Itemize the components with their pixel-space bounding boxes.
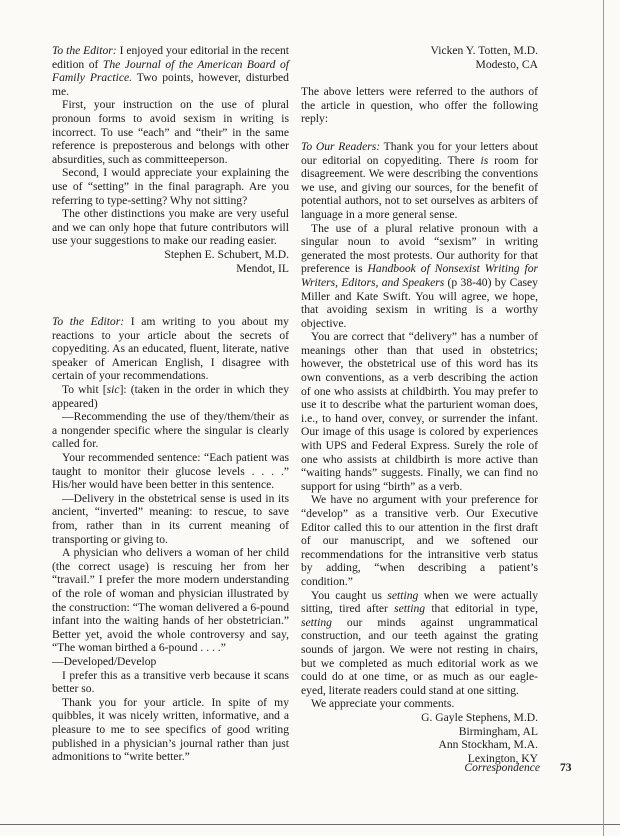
letter1-paragraph-1 <box>52 44 289 98</box>
reply-paragraph-3: You are correct that “delivery” has a number of meanings other than that used in obstetrics; however, the obstetrical use of this word has its own conventions, as a verb describing the action of one who assists at childbirth. You may prefer to use it to describe what the parturient woman does, i.e., to hand over, convey, or surrender the infant. Our image of this usage is colored by experiences with UPS and Federal Express. Surely the role of one who assists at childbirth is more active than “waiting hands” suggests. Finally, we can find no support for using “birth” as a verb. <box>301 330 538 493</box>
letter1-paragraph-3: Second, I would appreciate your explaining the use of “setting” in the final paragraph. Are you referring to type-setting? Why not sitting? <box>52 166 289 207</box>
reply-p5-emphasis-3: setting <box>301 615 332 629</box>
journal-title: The Journal of the American Board of Family Practice. <box>52 57 289 85</box>
reply-p1-text-b: room for disagreement. We were describing the conventions we use, and giving our sources, for the benefit of potential authors, not to set ourselves as arbiters of language in a more general sense. <box>301 153 538 221</box>
letter2-p1-text: I am writing to you about my reactions to your article about the secrets of copyediting. As an educated, fluent, literate, native speaker of American English, I disagree with certain of your recommendations. <box>52 315 289 383</box>
reply-paragraph-2 <box>301 222 538 331</box>
page-number: 73 <box>560 762 572 774</box>
letter1-p1-text-a: I enjoyed your editorial in the recent edition of <box>52 44 289 71</box>
reply-p1-text-a: Thank you for your letters about our editorial on copyediting. There <box>301 139 538 167</box>
letter2-paragraph-6: A physician who delivers a woman of her child (the correct usage) is rescuing her from her “travail.” I prefer the more modern understanding of the role of woman and physician illustrated by the construction: “The woman delivered a 6-pound infant into the waiting hands of her obstetrician.” Better yet, avoid the whole controversy and say, “The woman birthed a 6-pound . . . .” <box>52 546 289 655</box>
letter1-paragraph-4: The other distinctions you make are very useful and we can only hope that future contributors will use your suggestions to make our reading easier. <box>52 207 289 248</box>
reply-spacer-2 <box>301 126 538 140</box>
letter1-signature-place: Mendot, IL <box>236 261 289 275</box>
letter2-p2-text-a: To whit [ <box>62 383 107 397</box>
reply-p5-text-c: that editorial in type, <box>425 602 538 616</box>
right-column <box>301 44 538 765</box>
left-column <box>52 44 289 764</box>
running-footer-section: Correspondence <box>464 762 540 774</box>
letter2-signature-name: Vicken Y. Totten, M.D. <box>430 44 538 57</box>
reply-intro: The above letters were referred to the authors of the article in question, who offer the following reply: <box>301 85 538 126</box>
reply-greeting: To Our Readers: <box>301 139 381 153</box>
reply-paragraph-4: We have no argument with your preference for “develop” as a transitive verb. Our Executive Editor called this to our attention in the first draft of our manuscript, and we softened our recommendations for the intransitive verb status by adding, “when describing a patient’s condition.” <box>301 493 538 588</box>
reply-p5-text-d: our minds against ungrammatical construction, and our teeth against the grating sounds of jargon. We were not resting in chairs, but we completed as much editorial work as we could do at one time, or as much as our eagle-eyed, literate readers could stand at one sitting. <box>301 615 538 697</box>
reply-p2-text-b: (p 38-40) by Casey Miller and Kate Swift. You will agree, we hope, that avoiding sexism in writing is a worthy objective. <box>301 275 538 330</box>
letter1-p1-text-b: Two points, however, disturbed me. <box>52 71 289 98</box>
reply-paragraph-1 <box>301 140 538 222</box>
letter1-signature-name: Stephen E. Schubert, M.D. <box>164 247 289 261</box>
scan-edge-bottom <box>0 824 620 825</box>
letter1-greeting: To the Editor: <box>52 44 117 57</box>
letter2-paragraph-1 <box>52 315 289 383</box>
reply-paragraph-6: We appreciate your comments. <box>311 697 455 711</box>
reply-p5-text-b: when we were actually sitting, tired after <box>301 588 538 616</box>
reply-p5-emphasis-1: setting <box>387 588 419 602</box>
reply-paragraph-5 <box>301 589 538 698</box>
scan-edge-right <box>603 0 604 836</box>
reply-p5-text-a: You caught us <box>311 588 388 602</box>
letter1-paragraph-2: First, your instruction on the use of plural pronoun forms to avoid sexism in writing is incorrect. To use “each” and “their” in the same reference is preposterous and belongs with other absurdities, such as committeeperson. <box>52 98 289 166</box>
letter2-p2-text-b: ]: (taken in the order in which they appeared) <box>52 383 289 410</box>
reply-p2-text-a: The use of a plural relative pronoun with a singular noun to avoid “sexism” in writing generated the most protests. Our authority for that preference is <box>301 221 538 276</box>
reply-signature2-place: Lexington, KY <box>467 751 538 765</box>
reply-p1-emphasis: is <box>480 153 489 167</box>
book-title: Handbook of Nonsexist Writing for Writers, Editors, and Speakers <box>301 262 539 289</box>
reply-signature2-name: Ann Stockham, M.A. <box>438 738 538 752</box>
reply-signature1-place: Birmingham, AL <box>458 724 538 738</box>
letter2-paragraph-9: Thank you for your article. In spite of my quibbles, it was nicely written, informative, and a pleasure to me to see specifics of good writing published in a physician’s journal rather than just admonitions to “write better.” <box>52 695 289 764</box>
letter2-paragraph-7: —Developed/Develop <box>52 654 157 668</box>
letter2-greeting: To the Editor: <box>52 315 125 329</box>
letter2-paragraph-3: —Recommending the use of they/them/their as a nongender specific where the singular is clearly called for. <box>52 410 289 451</box>
letter2-paragraph-8: I prefer this as a transitive verb because it scans better so. <box>52 668 289 696</box>
letter2-paragraph-2 <box>52 383 289 410</box>
reply-p5-emphasis-2: setting <box>394 602 426 616</box>
reply-spacer <box>301 71 538 85</box>
letter2-paragraph-4: Your recommended sentence: “Each patient was taught to monitor their glucose levels . . . .” His/her would have been better in this sentence. <box>52 451 289 492</box>
reply-signature1-name: G. Gayle Stephens, M.D. <box>421 710 538 724</box>
letter2-signature-place: Modesto, CA <box>475 57 538 71</box>
letter2-paragraph-5: —Delivery in the obstetrical sense is used in its ancient, “inverted” meaning: to rescue, to save from, rather than in its current meaning of transporting or giving to. <box>52 491 289 546</box>
letter-spacer <box>52 275 289 315</box>
sic-marker: sic <box>106 383 120 397</box>
